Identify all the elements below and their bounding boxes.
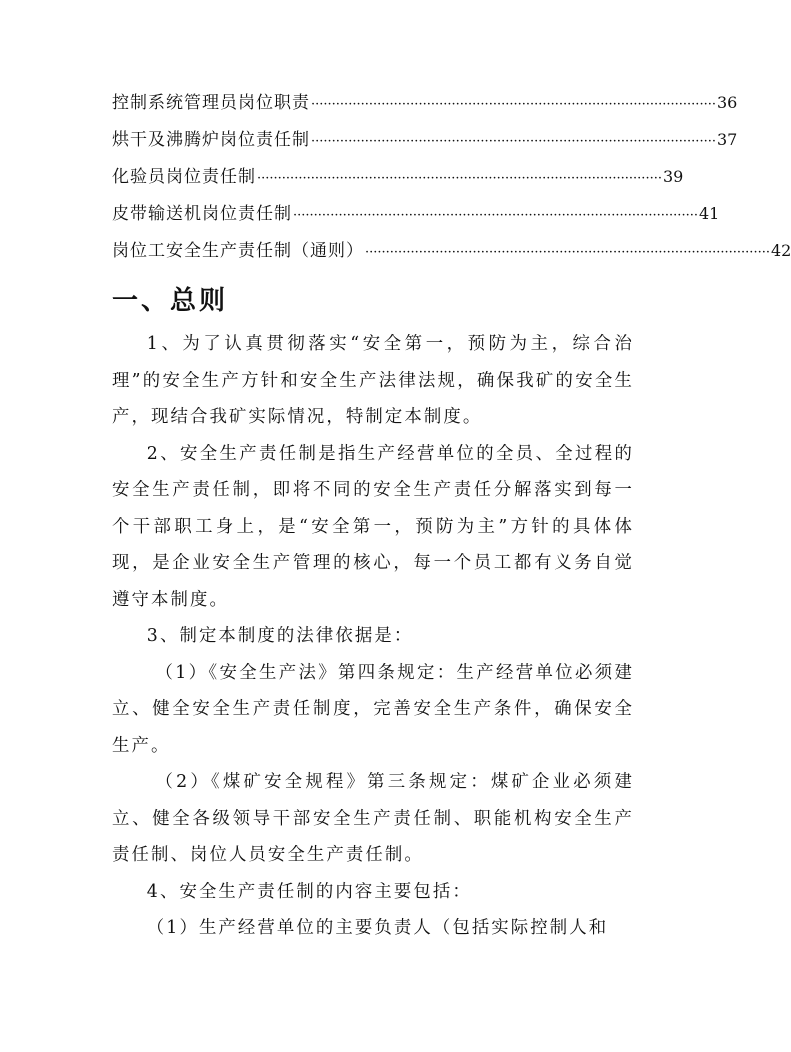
paragraph: 1、为了认真贯彻落实“安全第一，预防为主，综合治理”的安全生产方针和安全生产法律法规，确保我矿的安全生产，现结合我矿实际情况，特制定本制度。 bbox=[112, 334, 634, 427]
paragraph: （2）《煤矿安全规程》第三条规定：煤矿企业必须建立、健全各级领导干部安全生产责任制、职能机构安全生产责任制、岗位人员安全生产责任制。 bbox=[112, 772, 634, 865]
toc-entry-page: 41 bbox=[698, 204, 720, 223]
toc-entry-page: 39 bbox=[662, 167, 684, 186]
body-text bbox=[112, 326, 634, 947]
toc-entry-page: 42 bbox=[770, 241, 791, 260]
table-of-contents bbox=[112, 88, 791, 273]
paragraph: 3、制定本制度的法律依据是： bbox=[146, 626, 414, 646]
paragraph: 4、安全生产责任制的内容主要包括： bbox=[146, 881, 472, 902]
toc-leader-dots: ·································································································· bbox=[293, 208, 698, 223]
toc-entry bbox=[112, 125, 738, 162]
toc-entry-title: 控制系统管理员岗位职责 bbox=[112, 93, 310, 113]
toc-leader-dots: ·································································································· bbox=[365, 245, 770, 260]
toc-entry-title: 皮带输送机岗位责任制 bbox=[112, 204, 292, 224]
toc-leader-dots: ·································································································· bbox=[311, 97, 716, 112]
toc-entry-title: 烘干及沸腾炉岗位责任制 bbox=[112, 130, 310, 150]
toc-entry bbox=[112, 162, 684, 199]
paragraph: （1）生产经营单位的主要负责人（包括实际控制人和 bbox=[146, 918, 609, 938]
toc-entry bbox=[112, 199, 720, 236]
toc-entry bbox=[112, 236, 791, 273]
toc-entry-page: 36 bbox=[716, 93, 738, 112]
toc-entry-page: 37 bbox=[716, 130, 738, 149]
paragraph: 2、安全生产责任制是指生产经营单位的全员、全过程的安全生产责任制，即将不同的安全生产责任分解落实到每一个干部职工身上，是“安全第一，预防为主”方针的具体体现，是企业安全生产管理的核心，每一个员工都有义务自觉遵守本制度。 bbox=[112, 443, 634, 610]
paragraph: （1）《安全生产法》第四条规定：生产经营单位必须建立、健全安全生产责任制度，完善安全生产条件，确保安全生产。 bbox=[112, 662, 634, 756]
toc-entry-title: 岗位工安全生产责任制（通则） bbox=[112, 241, 364, 261]
toc-entry-title: 化验员岗位责任制 bbox=[112, 167, 256, 187]
toc-leader-dots: ·································································································· bbox=[311, 134, 716, 149]
section-heading: 一、总则 bbox=[112, 286, 229, 316]
toc-leader-dots: ·································································································· bbox=[257, 171, 662, 186]
toc-entry bbox=[112, 88, 738, 125]
